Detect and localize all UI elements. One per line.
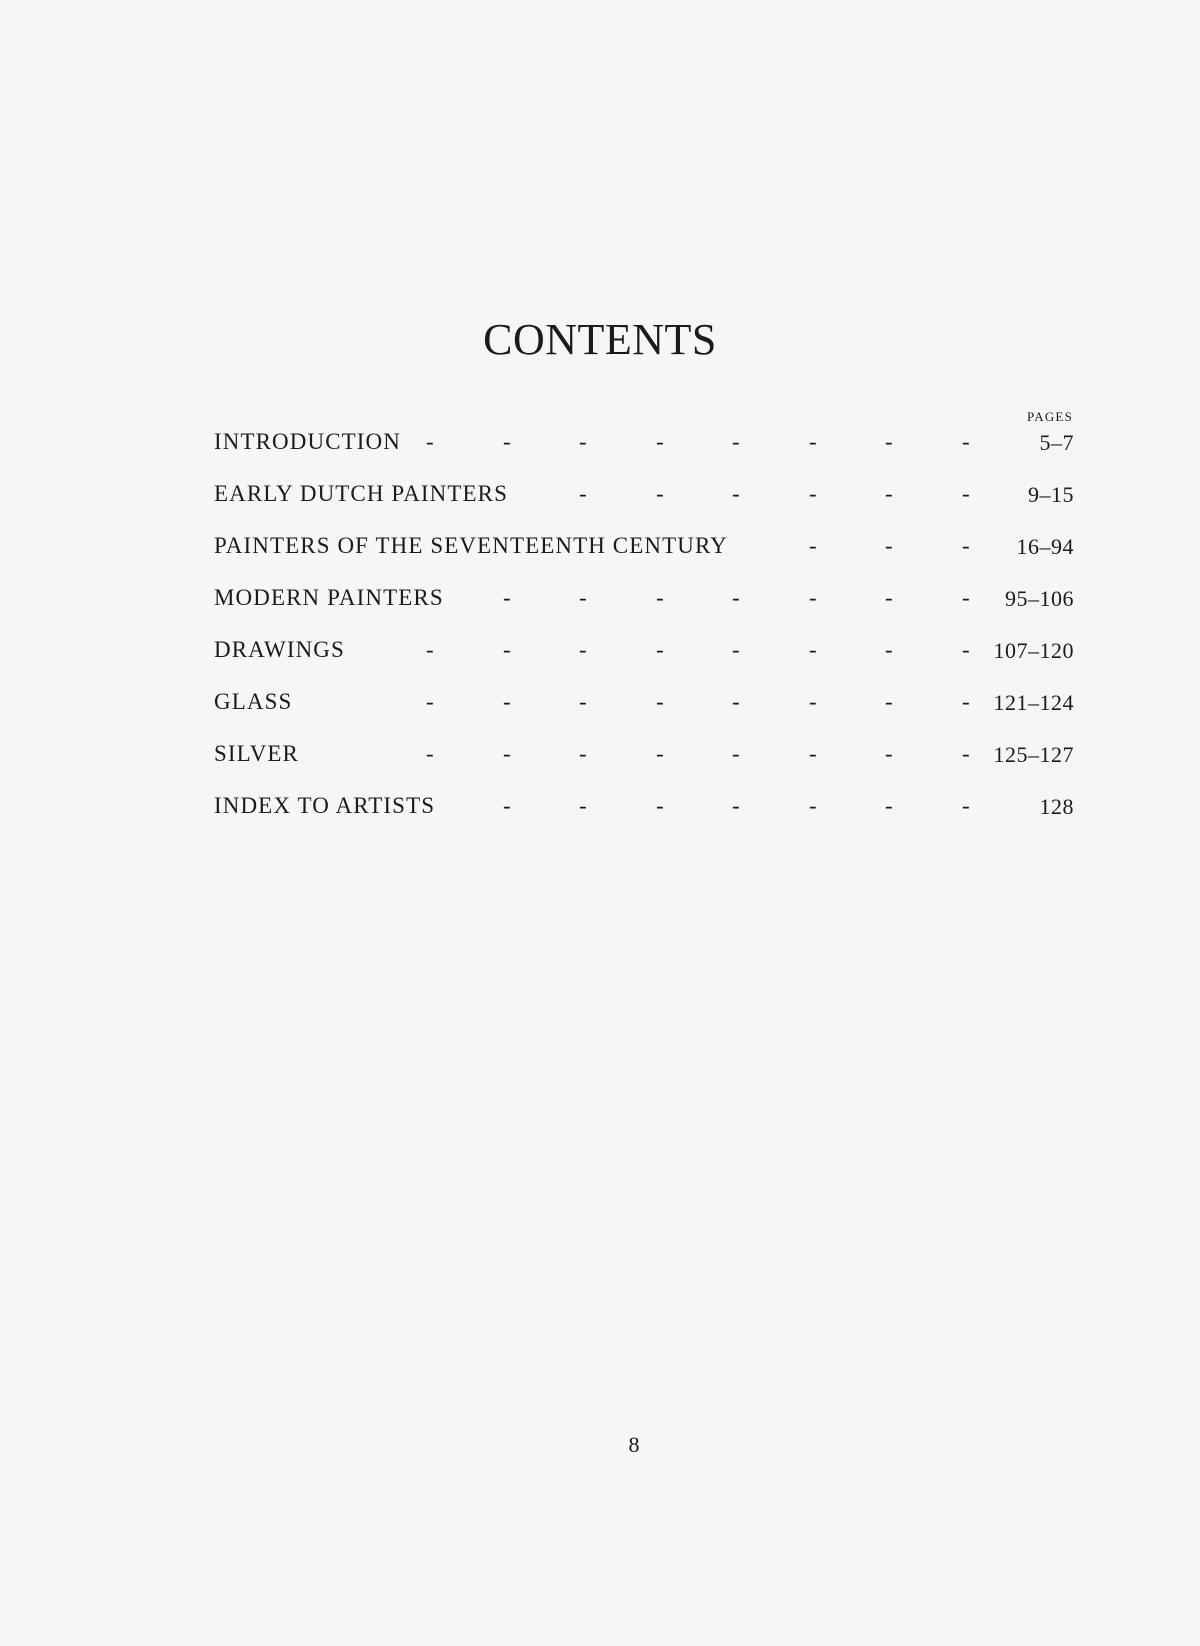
toc-entry-label: DRAWINGS (214, 637, 345, 662)
toc-entry-pages: 125–127 (993, 742, 1074, 767)
leader-dash: - (656, 689, 664, 714)
leader-dash: - (809, 689, 817, 714)
leader-dash: - (885, 533, 893, 558)
leader-dash: - (579, 741, 587, 766)
contents-title: CONTENTS (483, 315, 717, 364)
toc-entry-glass (214, 688, 1074, 740)
leader-dash: - (503, 637, 511, 662)
leader-dash: - (962, 637, 970, 662)
toc-entry-label: SILVER (214, 741, 299, 766)
leader-dash: - (732, 741, 740, 766)
leader-dash: - (962, 533, 970, 558)
toc-entry-index-to-artists (214, 792, 1074, 844)
leader-dash: - (656, 429, 664, 454)
leader-dash: - (732, 585, 740, 610)
toc-entry-drawings (214, 636, 1074, 688)
leader-dash: - (962, 689, 970, 714)
leader-dash: - (809, 429, 817, 454)
leader-dash: - (656, 637, 664, 662)
toc-entry-pages: 95–106 (1005, 586, 1074, 611)
leader-dash: - (503, 793, 511, 818)
toc-entry-label: PAINTERS OF THE SEVENTEENTH CENTURY (214, 533, 728, 558)
leader-dash: - (885, 689, 893, 714)
leader-dash: - (732, 637, 740, 662)
leader-dash: - (426, 689, 434, 714)
toc-entry-early-dutch-painters (214, 480, 1074, 532)
pages-column-label: PAGES (1027, 409, 1073, 424)
toc-entry-label: GLASS (214, 689, 293, 714)
toc-entry-modern-painters (214, 584, 1074, 636)
toc-entry-silver (214, 740, 1074, 792)
leader-dash: - (503, 585, 511, 610)
leader-dash: - (503, 741, 511, 766)
leader-dash: - (962, 481, 970, 506)
leader-dash: - (885, 637, 893, 662)
leader-dash: - (656, 585, 664, 610)
toc-entry-pages: 9–15 (1028, 482, 1074, 507)
leader-dash: - (732, 689, 740, 714)
toc-entry-seventeenth-century (214, 532, 1074, 584)
toc-entry-pages: 107–120 (993, 638, 1074, 663)
leader-dash: - (885, 429, 893, 454)
leader-dash: - (503, 429, 511, 454)
toc-entry-introduction (214, 428, 1074, 480)
toc-entry-pages: 5–7 (1039, 430, 1074, 455)
toc-entry-label: INTRODUCTION (214, 429, 401, 454)
toc-entry-label: INDEX TO ARTISTS (214, 793, 436, 818)
toc-entry-pages: 121–124 (993, 690, 1074, 715)
leader-dash: - (426, 637, 434, 662)
leader-dash: - (656, 793, 664, 818)
leader-dash: - (426, 429, 434, 454)
leader-dash: - (579, 481, 587, 506)
leader-dash: - (503, 689, 511, 714)
leader-dash: - (809, 585, 817, 610)
leader-dash: - (962, 585, 970, 610)
leader-dash: - (809, 793, 817, 818)
leader-dash: - (579, 637, 587, 662)
leader-dash: - (579, 429, 587, 454)
toc-entry-pages: 128 (1039, 794, 1074, 819)
leader-dash: - (962, 429, 970, 454)
leader-dash: - (809, 741, 817, 766)
leader-dash: - (809, 637, 817, 662)
leader-dash: - (426, 741, 434, 766)
leader-dash: - (885, 585, 893, 610)
leader-dash: - (656, 481, 664, 506)
page-number: 8 (628, 1432, 640, 1457)
toc-entry-label: EARLY DUTCH PAINTERS (214, 481, 509, 506)
leader-dash: - (732, 481, 740, 506)
leader-dash: - (579, 689, 587, 714)
table-of-contents (214, 428, 1074, 844)
leader-dash: - (579, 585, 587, 610)
toc-entry-label: MODERN PAINTERS (214, 585, 444, 610)
leader-dash: - (809, 533, 817, 558)
leader-dash: - (885, 741, 893, 766)
leader-dash: - (579, 793, 587, 818)
leader-dash: - (732, 793, 740, 818)
leader-dash: - (809, 481, 817, 506)
leader-dash: - (656, 741, 664, 766)
leader-dash: - (885, 793, 893, 818)
toc-entry-pages: 16–94 (1016, 534, 1074, 559)
leader-dash: - (962, 793, 970, 818)
leader-dash: - (885, 481, 893, 506)
leader-dash: - (962, 741, 970, 766)
leader-dash: - (732, 429, 740, 454)
